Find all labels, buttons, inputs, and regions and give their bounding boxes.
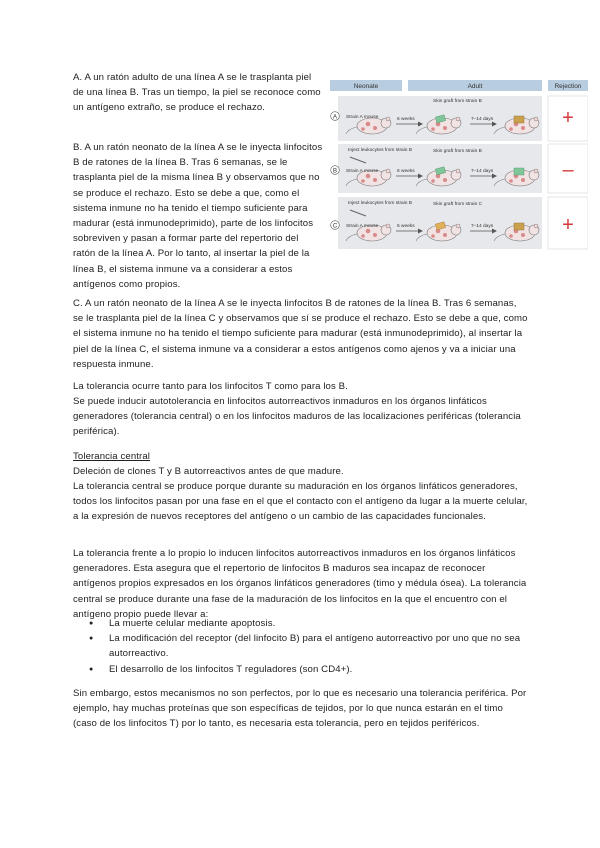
inject-label: Inject leukocytes from strain B <box>348 148 412 153</box>
bullet-item: ● La muerte celular mediante apoptosis. <box>73 616 528 631</box>
days-label: 7–14 days <box>471 224 494 229</box>
paragraph-tolerancia-tipos: La tolerancia ocurre tanto para los linfocitos T como para los B. <box>73 381 348 392</box>
row-letter: C <box>332 223 338 230</box>
rejection-result: + <box>562 107 574 129</box>
bullet-list <box>73 616 528 677</box>
figure-header-rejection: Rejection <box>554 83 582 90</box>
paragraph-autotolerancia: Se puede inducir autotolerancia en linfocitos autorreactivos inmaduros en los órganos linfáticos generadores (tolerancia central) o en los linfocitos maduros de las localizaciones periféricas (tolerancia periférica). <box>73 396 521 438</box>
bullet-item: ● El desarrollo de los linfocitos T reguladores (son CD4+). <box>73 662 528 677</box>
graft-label: Skin graft from strain B <box>433 99 482 104</box>
figure-row-c <box>331 197 588 249</box>
row-letter: A <box>332 114 338 121</box>
graft-label: Skin graft from strain C <box>433 202 483 207</box>
figure-header-neonate: Neonate <box>353 83 379 90</box>
mouse-label: Strain A mouse <box>346 115 379 120</box>
weeks-label: 6 weeks <box>397 169 415 174</box>
figure-row-b <box>331 144 588 193</box>
rejected-graft-icon <box>514 116 524 123</box>
figure-row-a <box>331 96 588 141</box>
paragraph-tolerancia-central: La tolerancia central se produce porque durante su maduración en los órganos linfáticos generadores, todos los linfocitos pasan por una fase en el que el contacto con el antígeno da lugar a la muerte celular, a la expresión de nuevos receptores del antígeno o un cambio de las capacidades funcionales. <box>73 481 528 523</box>
days-label: 7–14 days <box>471 117 494 122</box>
weeks-label: 6 weeks <box>397 224 415 229</box>
rejection-result: + <box>562 214 574 236</box>
weeks-label: 6 weeks <box>397 117 415 122</box>
mouse-label: Strain A mouse <box>346 224 379 229</box>
figure-header-adult: Adult <box>467 83 483 90</box>
paragraph-experiment-a: A. A un ratón adulto de una línea A se le trasplanta piel de una línea B. Tras un tiempo, la piel se reconoce como un antígeno extraño, se produce el rechazo. <box>73 72 321 114</box>
days-label: 7–14 days <box>471 169 494 174</box>
row-letter: B <box>332 168 338 175</box>
paragraph-delecion-clones: Deleción de clones T y B autorreactivos antes de que madure. <box>73 466 344 477</box>
paragraph-experiment-c: C. A un ratón neonato de la línea A se le inyecta linfocitos B de ratones de la línea B. Tras 6 semanas, se le trasplanta piel de la línea C y observamos que sí se produce el rechazo. Esto se debe a que, como el sistema inmune no ha tenido el tiempo suficiente para madurar (está inmunodeprimido), al insertar la piel de la línea C, el sistema inmune va a considerar a estos antígenos como ajenos y va a iniciar una respuesta inmune. <box>73 298 528 370</box>
bullet-item: ● La modificación del receptor (del linfocito B) para el antígeno autorreactivo por uno que no sea autorreactivo. <box>73 631 528 661</box>
mouse-label: Strain A mouse <box>346 169 379 174</box>
graft-label: Skin graft from strain B <box>433 149 482 154</box>
accepted-graft-icon <box>514 168 524 175</box>
rejected-graft-icon <box>514 223 524 230</box>
paragraph-experiment-b: B. A un ratón neonato de la línea A se le inyecta linfocitos B de ratones de la línea B. Tras 6 semanas, se le trasplanta piel de la misma línea B y observamos que no se produce el rechazo. Esto se debe a que, como el sistema inmune no ha tenido el tiempo suficiente para madurar (está inmunodeprimido), parte de los linfocitos sobreviven y pasan a formar parte del repertorio del ratón de la línea A. Por lo tanto, al insertar la piel de la línea B, el sistema inmune va a considerar a estos antígenos como propios. <box>73 142 323 290</box>
section-heading-tolerancia-central: Tolerancia central <box>73 451 150 462</box>
paragraph-tolerancia-periferica: Sin embargo, estos mecanismos no son perfectos, por lo que es necesario una tolerancia periférica. Por ejemplo, hay muchas proteínas que son específicas de tejidos, por lo que nunca estarán en el timo (caso de los linfocitos T) por lo tanto, es necesaria esta tolerancia, pero en tejidos periféricos. <box>73 688 527 730</box>
inject-label: Inject leukocytes from strain B <box>348 201 412 206</box>
rejection-result: – <box>562 159 574 181</box>
neonatal-tolerance-figure <box>330 80 588 255</box>
paragraph-linfocitos-inmaduros: La tolerancia frente a lo propio lo inducen linfocitos autorreactivos inmaduros en los órganos linfáticos generadores. Esta asegura que el repertorio de linfocitos B maduros sea incapaz de reconocer antígenos propios expresados en los órganos linfáticos generadores (timo y médula ósea). La tolerancia central se produce durante una fase de la maduración de los linfocitos en la que el encuentro con el antígeno propio puede llevar a: <box>73 548 527 620</box>
